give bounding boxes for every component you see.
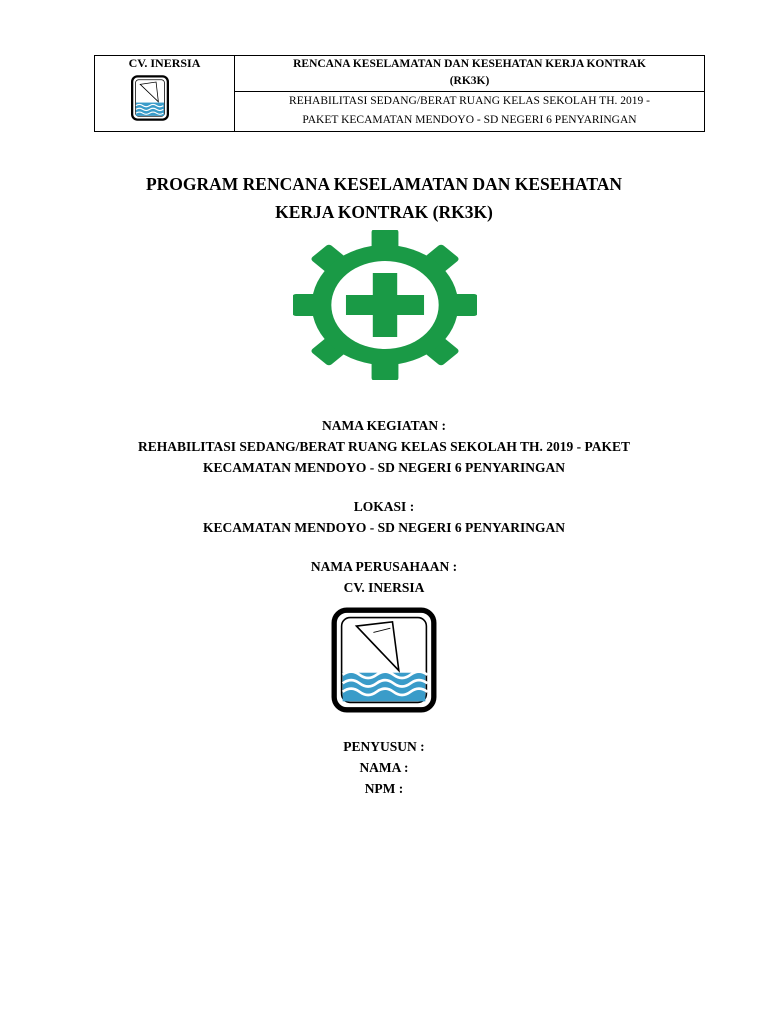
kegiatan-line1: REHABILITASI SEDANG/BERAT RUANG KELAS SEKOLAH TH. 2019 - PAKET: [138, 439, 630, 454]
header-doc-title-line1: RENCANA KESELAMATAN DAN KESEHATAN KERJA KONTRAK: [293, 58, 646, 70]
penyusun-npm: NPM :: [364, 781, 404, 796]
kegiatan-line2: KECAMATAN MENDOYO - SD NEGERI 6 PENYARINGAN: [202, 460, 565, 475]
header-project: [235, 92, 704, 131]
header-project-line1: REHABILITASI SEDANG/BERAT RUANG KELAS SEKOLAH TH. 2019 -: [289, 95, 650, 107]
sail-waves-logo-icon: [131, 75, 169, 121]
penyusun-nama: NAMA :: [359, 760, 409, 775]
sail-waves-logo-icon: [331, 607, 437, 713]
perusahaan-value: CV. INERSIA: [343, 580, 425, 595]
perusahaan-label: NAMA PERUSAHAAN :: [310, 559, 458, 574]
kegiatan-section: [60, 415, 708, 478]
header-table: [94, 55, 705, 132]
page-title-line2: KERJA KONTRAK (RK3K): [275, 202, 493, 222]
penyusun-label: PENYUSUN :: [343, 739, 425, 754]
lokasi-section: [60, 496, 708, 538]
header-doc-title-line2: (RK3K): [449, 75, 490, 87]
header-project-line2: PAKET KECAMATAN MENDOYO - SD NEGERI 6 PENYARINGAN: [302, 114, 637, 126]
header-doc-title: [235, 56, 704, 92]
header-company-name: CV. INERSIA: [128, 56, 201, 70]
header-company-cell: [95, 56, 235, 131]
perusahaan-section: [60, 556, 708, 598]
page-title-line1: PROGRAM RENCANA KESELAMATAN DAN KESEHATAN: [145, 174, 623, 194]
penyusun-section: [60, 736, 708, 799]
k3-gear-cross-icon: [293, 230, 477, 380]
page-title: [80, 170, 688, 226]
lokasi-value: KECAMATAN MENDOYO - SD NEGERI 6 PENYARINGAN: [202, 520, 565, 535]
lokasi-label: LOKASI :: [353, 499, 415, 514]
kegiatan-label: NAMA KEGIATAN :: [322, 418, 446, 433]
